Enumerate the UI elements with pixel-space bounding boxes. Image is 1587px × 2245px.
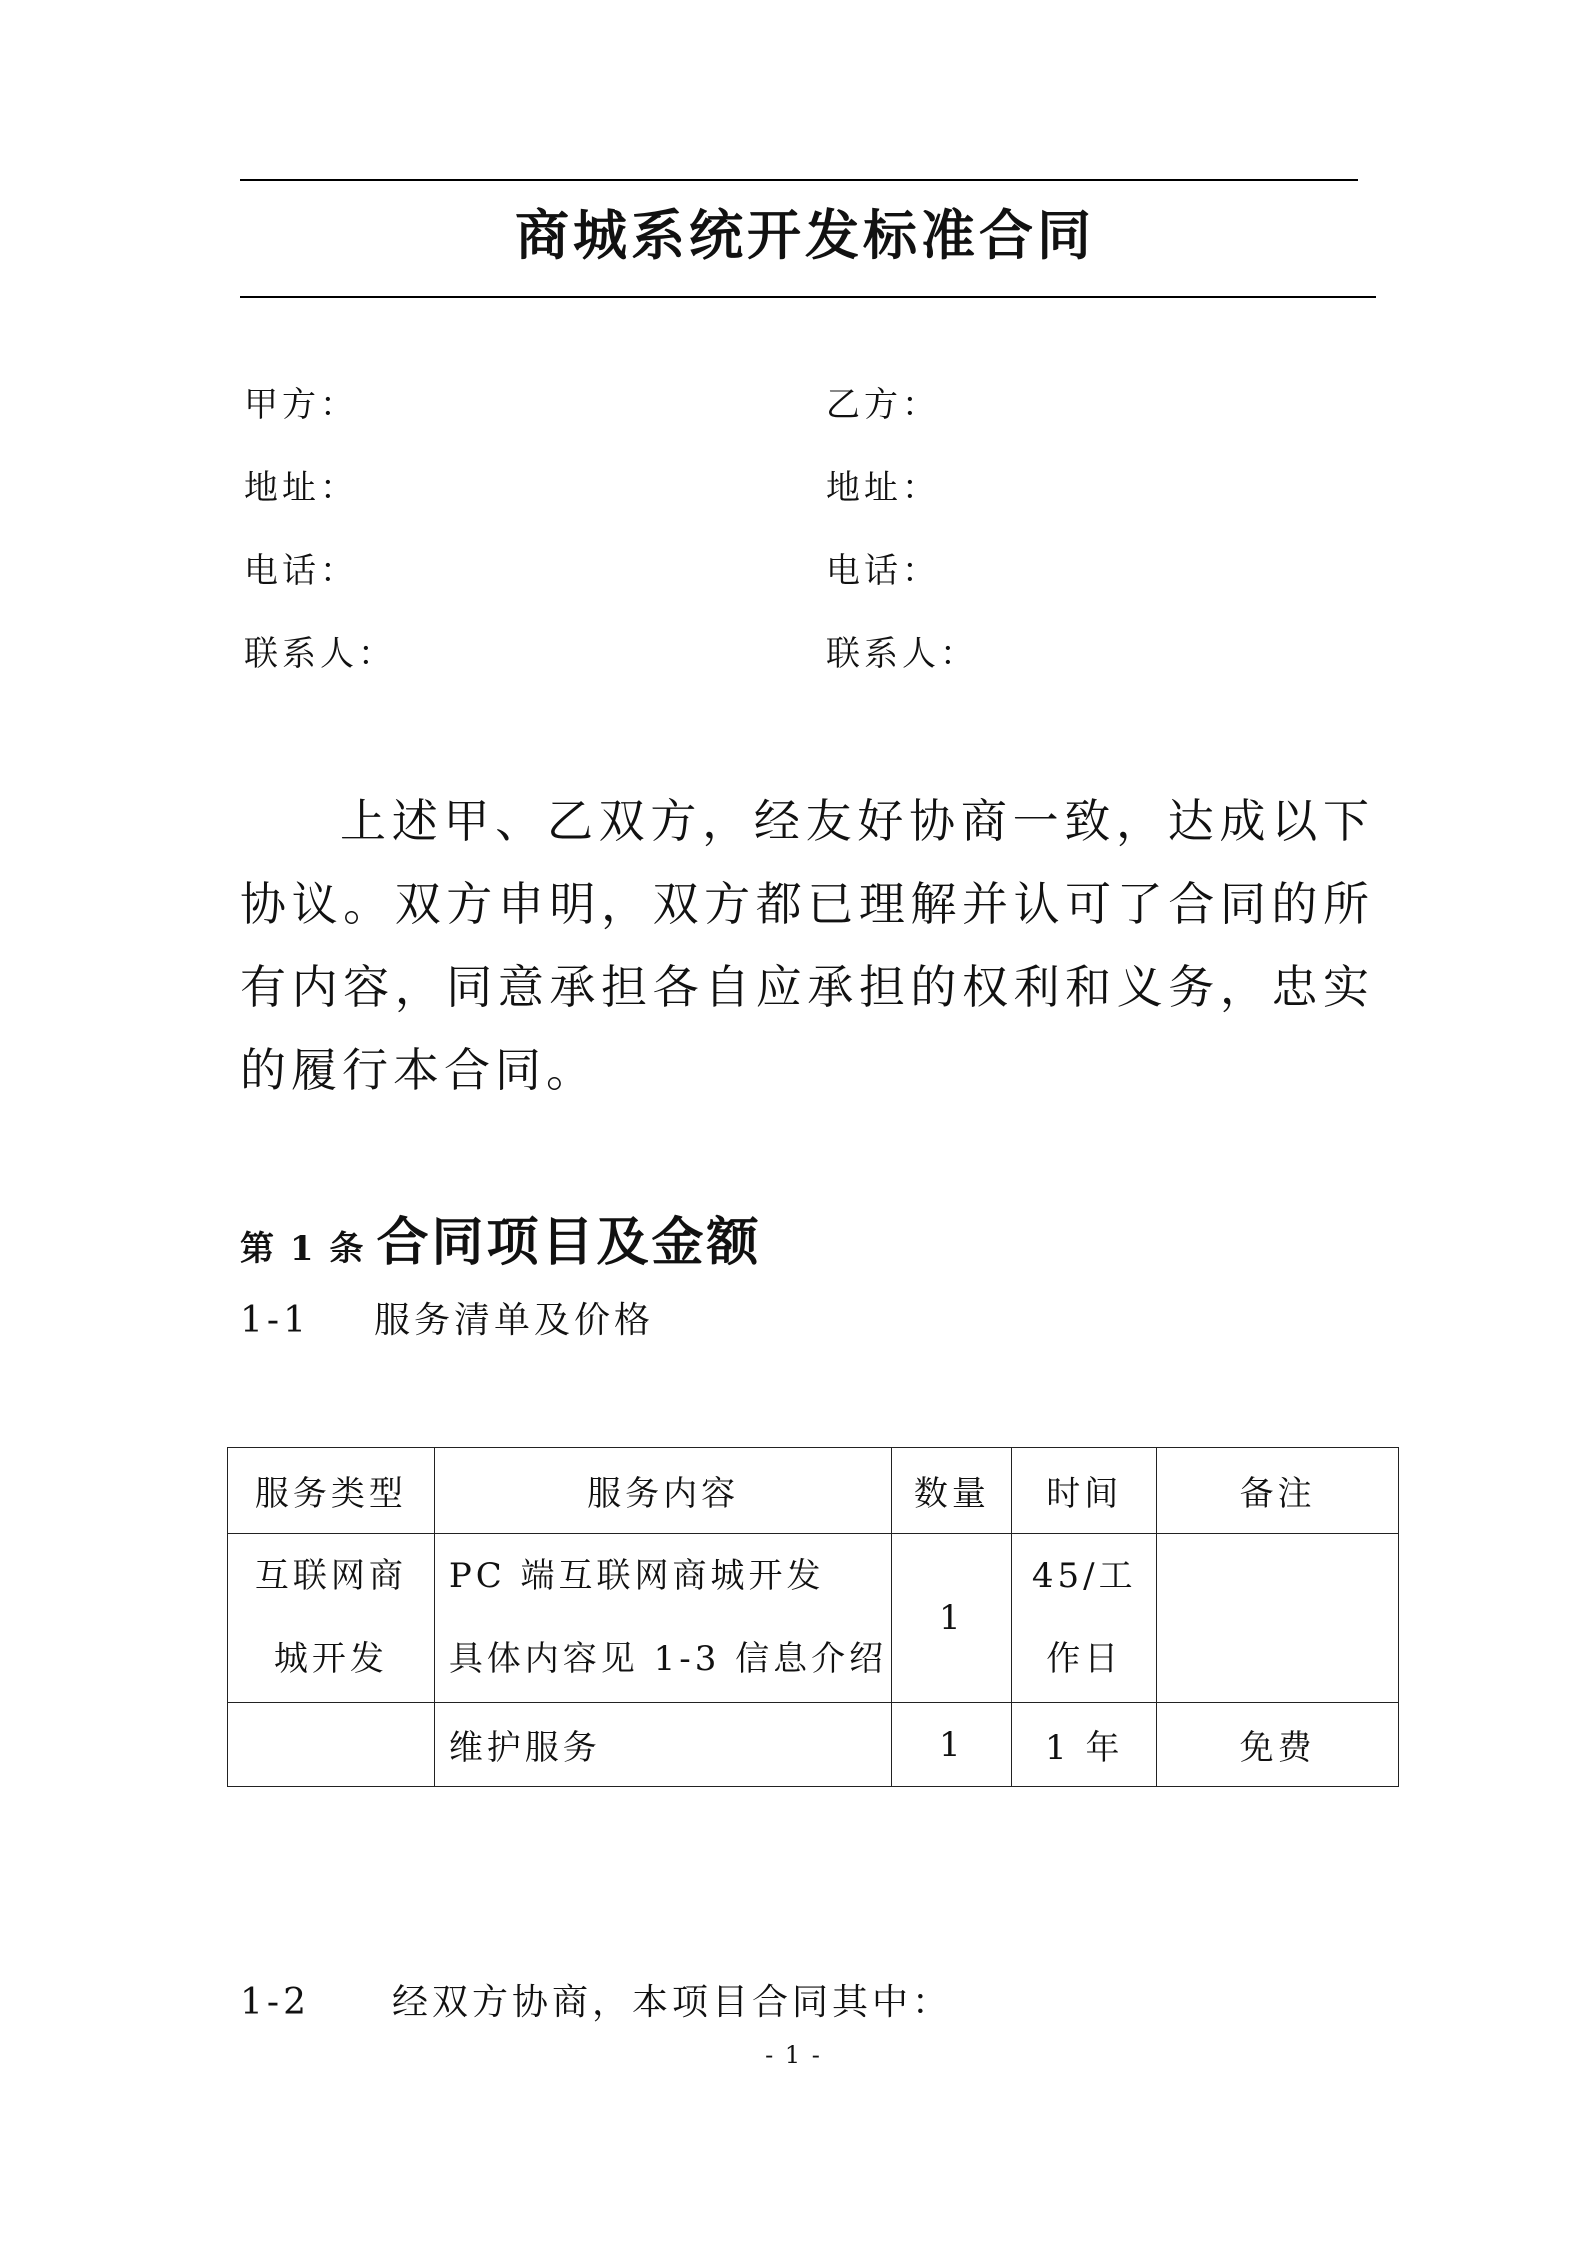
subsection-1-1 xyxy=(240,1298,654,1344)
party-a-address-label: 地址： xyxy=(244,468,358,508)
subsection-1-1-number: 1-1 xyxy=(240,1300,310,1341)
section-1-title: 合同项目及金额 xyxy=(376,1213,762,1273)
cell-line: 作日 xyxy=(1046,1639,1123,1679)
subsection-1-1-text: 服务清单及价格 xyxy=(374,1300,655,1341)
header-quantity: 数量 xyxy=(892,1448,1012,1534)
header-time: 时间 xyxy=(1012,1448,1157,1534)
party-a-name-label: 甲方： xyxy=(244,385,358,425)
cell-time xyxy=(1012,1534,1157,1703)
preamble-paragraph: 上述甲、乙双方，经友好协商一致，达成以下协议。双方申明，双方都已理解并认可了合同的所有内容，同意承担各自应承担的权利和义务，忠实的履行本合同。 xyxy=(240,794,1374,1097)
document-title: 商城系统开发标准合同 xyxy=(515,204,1095,267)
party-b-phone-label: 电话： xyxy=(826,551,940,591)
cell-service-type xyxy=(228,1534,435,1703)
header-note: 备注 xyxy=(1157,1448,1399,1534)
party-a-phone-label: 电话： xyxy=(244,551,358,591)
cell-quantity: 1 xyxy=(892,1703,1012,1787)
cell-line: 具体内容见 1-3 信息介绍 xyxy=(448,1639,888,1679)
cell-line: PC 端互联网商城开发 xyxy=(448,1556,825,1596)
cell-time: 1 年 xyxy=(1012,1703,1157,1787)
cell-quantity: 1 xyxy=(892,1534,1012,1703)
service-price-table xyxy=(227,1447,1399,1787)
cell-line: 45/工 xyxy=(1031,1556,1137,1596)
cell-note: 免费 xyxy=(1157,1703,1399,1787)
table-row xyxy=(228,1703,1399,1787)
party-b-address-label: 地址： xyxy=(826,468,940,508)
table-row xyxy=(228,1534,1399,1703)
party-a-contact-label: 联系人： xyxy=(244,634,396,674)
section-1-number: 第 1 条 xyxy=(240,1229,366,1269)
header-service-content: 服务内容 xyxy=(434,1448,892,1534)
subsection-1-2-text: 经双方协商，本项目合同其中： xyxy=(392,1982,953,2023)
cell-service-type xyxy=(228,1703,435,1787)
cell-line: 互联网商 xyxy=(254,1556,407,1596)
cell-service-content xyxy=(434,1534,892,1703)
party-b-contact-label: 联系人： xyxy=(826,634,978,674)
cell-service-content: 维护服务 xyxy=(434,1703,892,1787)
page-number: - 1 - xyxy=(765,2041,822,2069)
header-service-type: 服务类型 xyxy=(228,1448,435,1534)
subsection-1-2 xyxy=(240,1980,952,2026)
cell-note xyxy=(1157,1534,1399,1703)
subsection-1-2-number: 1-2 xyxy=(240,1982,310,2023)
section-1-heading xyxy=(240,1200,761,1275)
title-bottom-rule xyxy=(240,296,1376,298)
cell-line: 城开发 xyxy=(273,1639,388,1679)
party-b-name-label: 乙方： xyxy=(826,385,940,425)
title-top-rule xyxy=(240,179,1358,181)
table-header-row xyxy=(228,1448,1399,1534)
